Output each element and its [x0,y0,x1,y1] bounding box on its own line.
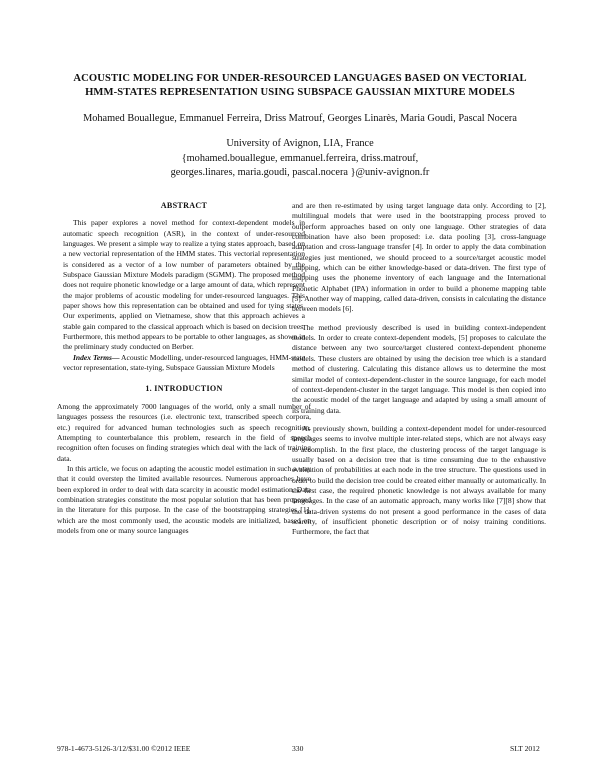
abstract-text: This paper explores a novel method for context-dependent models in automatic speech recognition (ASR), in the context of under-resourced languages. We present a simple way to realize a tying states approach, based on a new vectorial representation of the HMM states. This vectorial representation is considered as a vector of a low number of parameters obtained by the Subspace Gaussian Mixture Models paradigm (SGMM). The proposed method does not require phonetic knowledge or a large amount of data, which represent the major problems of acoustic modeling for under-resourced languages. This paper shows how this representation can be obtained and used for tying states. Our experiments, applied on Vietnamese, show that this approach achieves a stable gain compared to the classical approach which is based on decision trees. Furthermore, this method appears to be portable to other languages, as shown in the preliminary study conducted on Berber. [63,218,305,352]
page-number: 330 [292,744,304,753]
right-column [292,201,546,538]
intro-paragraph-2: In this article, we focus on adapting the acoustic model estimation in such a way that it could overstep the limited available resources. Numerous approaches have been explored in order to deal with data scarcity in acoustic model estimation. Data combination strategies constitute the most popular solution that has been proposed in the literature for this purpose. In the case of the bootstrapping strategies [1], which are the most commonly used, the acoustic models are initialized, based on models from one or many source languages [57,463,311,535]
index-terms [63,353,305,374]
affiliation-line-1: University of Avignon, LIA, France [226,138,374,149]
intro-paragraph-5: As previously shown, building a context-dependent model for under-resourced languages seems to involve multiple inter-related steps, which are not always easy to accomplish. In the first place, the clustering process of the target language is usually based on a decision tree that is time consuming due to the exhaustive evaluation of probabilities at each node in the tree structure. The questions used in order to build the decision tree could be created either manually or automatically. In the first case, the required phonetic knowledge is not always available for many languages. In the case of an automatic approach, many works like [7][8] show that the data-driven systems do not present a good performance in the cases of data scarcity, of insufficient phonetic description or of noisy training conditions. Furthermore, the fact that [292,423,546,537]
abstract-section [57,218,311,373]
intro-paragraph-4: The method previously described is used in building context-independent models. In order to create context-dependent models, [5] proposes to calculate the distance between any two source/target clustered context-dependent phoneme models. These clusters are obtained by using the decision tree which is a standard method of clustering. Calculating this distance allows us to determine the most similar model of context-dependent-cluster in the source language, for each model of context-dependent-cluster in the target language. This model is then copied into the acoustic model of the target language and adapted by using a small amount of its training data. [292,322,546,415]
affiliation-line-3: georges.linares, maria.goudi, pascal.nocera }@univ-avignon.fr [170,167,430,178]
intro-paragraph-3: and are then re-estimated by using target language data only. According to [2], multilingual models that were used in the bootstrapping process proved to outperform approaches based on only one language. Other strategies of data combination have also been proposed: i.e. data pooling [3], cross-language adaptation and cross-language transfer [4]. In order to apply the data combination strategies just mentioned, we should proceed to a source/target acoustic model mapping, which can be either knowledge-based or data-driven. The first type of mapping uses the phoneme inventory of each language and the International Phonetic Alphabet (IPA) information in order to build a phoneme mapping table [5]. Another way of mapping, called data-driven, consists in calculating the distance between models [6]. [292,201,546,314]
affiliation-line-2: {mohamed.bouallegue, emmanuel.ferreira, driss.matrouf, [181,152,419,164]
introduction-heading: 1. INTRODUCTION [145,383,223,393]
conference-label: SLT 2012 [510,744,540,753]
index-terms-text: Acoustic Modelling, under-resourced languages, HMM-state vector representation, state-tying, Subspace Gaussian Mixture Models [63,352,305,373]
left-column [57,201,311,536]
affiliation [40,137,560,181]
copyright-notice: 978-1-4673-5126-3/12/$31.00 ©2012 IEEE [57,744,191,753]
abstract-heading: ABSTRACT [160,201,208,210]
title-line-1: ACOUSTIC MODELING FOR UNDER-RESOURCED LANGUAGES BASED ON VECTORIAL [73,73,527,84]
paper-title [40,72,560,100]
index-terms-label: Index Terms— [73,352,120,362]
intro-paragraph-1: Among the approximately 7000 languages of the world, only a small number of languages possess the resources (i.e. electronic text, transcribed speech corpora, etc.) required for advanced human technologies such as speech recognition. Attempting to counterbalance this problem, research in the field of speech recognition often focuses on finding strategies which deal with the lack of training data. [57,401,311,463]
title-line-2: HMM-STATES REPRESENTATION USING SUBSPACE GAUSSIAN MIXTURE MODELS [85,87,515,98]
author-list: Mohamed Bouallegue, Emmanuel Ferreira, Driss Matrouf, Georges Linarès, Maria Goudi, Pascal Nocera [83,113,517,124]
